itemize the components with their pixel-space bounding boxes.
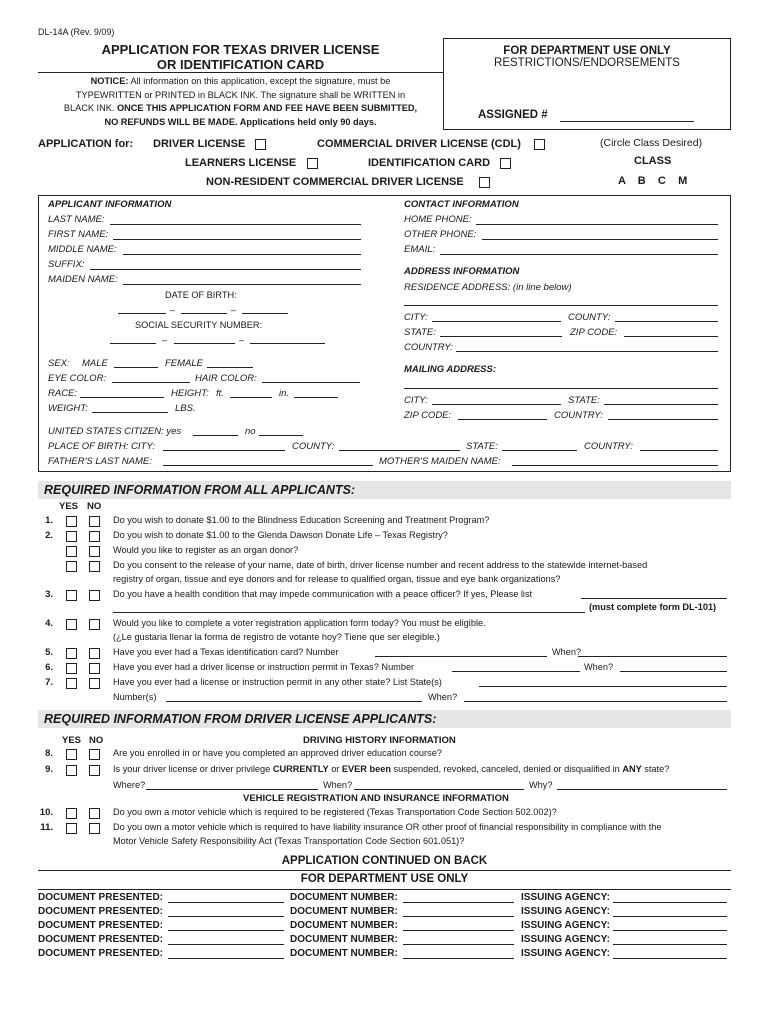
residence-address-label: RESIDENCE ADDRESS: (in line below) xyxy=(404,282,572,293)
mailing-zip-field[interactable] xyxy=(458,419,547,420)
document-number-field-4[interactable] xyxy=(403,944,514,945)
mailing-city-field[interactable] xyxy=(432,404,561,405)
residence-country-field[interactable] xyxy=(456,351,718,352)
q2-text: Do you wish to donate $1.00 to the Glenda Dawson Donate Life – Texas Registry? xyxy=(113,530,448,540)
contact-info-heading: CONTACT INFORMATION xyxy=(404,199,519,210)
ssn-part2-field[interactable] xyxy=(174,343,235,344)
other-phone-field[interactable] xyxy=(482,239,718,240)
ssn-part1-field[interactable] xyxy=(110,343,156,344)
mother-maiden-name-field[interactable] xyxy=(512,465,718,466)
birth-country-label: COUNTRY: xyxy=(584,441,633,452)
q1-number: 1. xyxy=(45,515,53,526)
issuing-agency-field-1[interactable] xyxy=(613,902,727,903)
email-field[interactable] xyxy=(440,254,718,255)
q9-number: 9. xyxy=(45,764,53,775)
driver-license-checkbox[interactable] xyxy=(255,139,266,150)
form-title-line1: APPLICATION FOR TEXAS DRIVER LICENSE xyxy=(101,42,380,57)
document-presented-label-4: DOCUMENT PRESENTED: xyxy=(38,934,164,945)
residence-zip-label: ZIP CODE: xyxy=(570,327,618,338)
health-condition-field[interactable] xyxy=(581,598,727,599)
identification-card-option: IDENTIFICATION CARD xyxy=(368,157,491,169)
circle-class-note: (Circle Class Desired) xyxy=(600,137,703,149)
issuing-agency-label-1: ISSUING AGENCY: xyxy=(521,892,610,903)
driver-license-option: DRIVER LICENSE xyxy=(153,138,246,150)
q7-when-field[interactable] xyxy=(464,701,727,702)
birth-state-label: STATE: xyxy=(466,441,498,452)
address-info-heading: ADDRESS INFORMATION xyxy=(404,266,520,277)
hair-color-field[interactable] xyxy=(262,382,360,383)
continued-on-back: APPLICATION CONTINUED ON BACK xyxy=(281,855,488,867)
q6-when-label: When? xyxy=(584,662,614,672)
home-phone-label: HOME PHONE: xyxy=(404,214,472,225)
q3-no-checkbox[interactable] xyxy=(89,590,100,601)
document-number-field-2[interactable] xyxy=(403,916,514,917)
sec2-yes-column-header: YES xyxy=(62,735,82,746)
race-label: RACE: xyxy=(48,388,78,399)
footer-department-use-heading: FOR DEPARTMENT USE ONLY xyxy=(300,873,469,885)
q6-when-field[interactable] xyxy=(620,671,727,672)
q9-why-label: Why? xyxy=(529,780,553,790)
q9-when-label: When? xyxy=(323,780,353,790)
q8-text: Are you enrolled in or have you completed an approved driver education course? xyxy=(113,748,442,758)
birth-county-field[interactable] xyxy=(339,450,460,451)
place-of-birth-city-label: PLACE OF BIRTH: CITY: xyxy=(48,441,155,452)
mailing-country-field[interactable] xyxy=(608,419,718,420)
father-last-name-label: FATHER'S LAST NAME: xyxy=(48,456,152,467)
q6-number-field[interactable] xyxy=(452,671,580,672)
issuing-agency-field-5[interactable] xyxy=(613,958,727,959)
q8-number: 8. xyxy=(45,748,53,759)
document-presented-field-2[interactable] xyxy=(168,916,284,917)
issuing-agency-label-4: ISSUING AGENCY: xyxy=(521,934,610,945)
cdl-checkbox[interactable] xyxy=(534,139,545,150)
q10-number: 10. xyxy=(39,807,53,818)
form-title-line2: OR IDENTIFICATION CARD xyxy=(156,57,325,72)
height-ft-field[interactable] xyxy=(230,397,272,398)
birth-city-field[interactable] xyxy=(163,450,285,451)
residence-city-field[interactable] xyxy=(432,321,561,322)
class-options[interactable]: A B C M xyxy=(618,175,688,187)
form-id: DL-14A (Rev. 9/09) xyxy=(38,27,115,37)
mailing-address-field[interactable] xyxy=(404,388,718,389)
q8-yes-checkbox[interactable] xyxy=(66,749,77,760)
q11-text-line2: Motor Vehicle Safety Responsibility Act (Texas Transportation Code Section 601.051)? xyxy=(113,836,465,846)
document-presented-field-3[interactable] xyxy=(168,930,284,931)
assigned-field[interactable] xyxy=(560,121,694,122)
health-condition-field-line2[interactable] xyxy=(113,612,585,613)
q4-text: Would you like to complete a voter registration application form today? You must be eligible. xyxy=(113,618,486,628)
q9-why-field[interactable] xyxy=(557,789,727,790)
birth-state-field[interactable] xyxy=(502,450,577,451)
q4-no-checkbox[interactable] xyxy=(89,619,100,630)
q9-where-field[interactable] xyxy=(146,789,318,790)
dob-month-field[interactable] xyxy=(118,313,166,314)
residence-county-label: COUNTY: xyxy=(568,312,611,323)
notice: NOTICE: All information on this application, except the signature, must be TYPEWRITTEN or PRINTED in BLACK INK. The signature shall be WRITTEN in BLACK INK. ONCE THIS APPLICATION FORM AND FEE HAVE BEEN SUBMITTED, NO REFUNDS WILL BE MADE. Applications held only 90 days. xyxy=(63,76,418,127)
issuing-agency-label-3: ISSUING AGENCY: xyxy=(521,920,610,931)
citizen-label: UNITED STATES CITIZEN: yes xyxy=(48,426,182,437)
q7-yes-checkbox[interactable] xyxy=(66,678,77,689)
q1-no-checkbox[interactable] xyxy=(89,516,100,527)
q11-no-checkbox[interactable] xyxy=(89,823,100,834)
non-resident-cdl-checkbox[interactable] xyxy=(479,177,490,188)
mailing-state-field[interactable] xyxy=(604,404,718,405)
q3-text: Do you have a health condition that may impede communication with a peace officer? If yes, Please list xyxy=(113,589,533,599)
document-number-field-1[interactable] xyxy=(403,902,514,903)
q2-number: 2. xyxy=(45,530,53,541)
q2-yes-checkbox[interactable] xyxy=(66,531,77,542)
q3-number: 3. xyxy=(45,589,53,600)
other-phone-label: OTHER PHONE: xyxy=(404,229,477,240)
q11-text-line1: Do you own a motor vehicle which is required to have liability insurance OR other proof of financial responsibility in compliance with the xyxy=(113,822,662,832)
q7-states-field[interactable] xyxy=(479,686,727,687)
document-number-field-5[interactable] xyxy=(403,958,514,959)
height-in-field[interactable] xyxy=(294,397,338,398)
first-name-field[interactable] xyxy=(113,239,361,240)
height-ft-label: ft. xyxy=(216,388,224,399)
q5-when-field[interactable] xyxy=(578,656,727,657)
mailing-zip-label: ZIP CODE: xyxy=(404,410,452,421)
suffix-field[interactable] xyxy=(90,269,361,270)
vehicle-registration-heading: VEHICLE REGISTRATION AND INSURANCE INFORMATION xyxy=(243,793,509,804)
learners-license-option: LEARNERS LICENSE xyxy=(185,157,297,169)
issuing-agency-field-2[interactable] xyxy=(613,916,727,917)
driver-license-section-heading: REQUIRED INFORMATION FROM DRIVER LICENSE APPLICANTS: xyxy=(38,710,731,728)
weight-field[interactable] xyxy=(92,412,168,413)
document-number-label-1: DOCUMENT NUMBER: xyxy=(290,892,398,903)
identification-card-checkbox[interactable] xyxy=(500,158,511,169)
residence-county-field[interactable] xyxy=(615,321,718,322)
q6-yes-checkbox[interactable] xyxy=(66,663,77,674)
q7-no-checkbox[interactable] xyxy=(89,678,100,689)
q3-yes-checkbox[interactable] xyxy=(66,590,77,601)
mother-maiden-name-label: MOTHER'S MAIDEN NAME: xyxy=(379,456,501,467)
suffix-label: SUFFIX: xyxy=(48,259,85,270)
maiden-name-label: MAIDEN NAME: xyxy=(48,274,118,285)
document-number-label-5: DOCUMENT NUMBER: xyxy=(290,948,398,959)
applicant-info-heading: APPLICANT INFORMATION xyxy=(48,199,172,210)
issuing-agency-field-4[interactable] xyxy=(613,944,727,945)
q7-number: 7. xyxy=(45,677,53,688)
assigned-label: ASSIGNED # xyxy=(478,109,548,121)
issuing-agency-label-5: ISSUING AGENCY: xyxy=(521,948,610,959)
mailing-country-label: COUNTRY: xyxy=(554,410,603,421)
dob-year-field[interactable] xyxy=(242,313,288,314)
q5-number: 5. xyxy=(45,647,53,658)
height-label: HEIGHT: xyxy=(171,388,209,399)
organ-donor-text: Would you like to register as an organ donor? xyxy=(113,545,299,555)
q9-text: Is your driver license or driver privilege CURRENTLY or EVER been suspended, revoked, canceled, denied or disqualified in ANY state? xyxy=(113,764,670,774)
citizen-yes-field[interactable] xyxy=(193,435,238,436)
application-for-label: APPLICATION for: xyxy=(38,138,134,150)
document-number-label-3: DOCUMENT NUMBER: xyxy=(290,920,398,931)
registry-consent-text-line2: registry of organ, tissue and eye donors and for release to qualified organ, tissue and eye bank organizations? xyxy=(113,574,561,584)
q11-number: 11. xyxy=(40,822,53,833)
q10-no-checkbox[interactable] xyxy=(89,808,100,819)
q4-spanish-text: (¿Le gustaria llenar la forma de registro de votante hoy? Tiene que ser elegible.) xyxy=(113,632,440,642)
issuing-agency-label-2: ISSUING AGENCY: xyxy=(521,906,610,917)
mailing-state-label: STATE: xyxy=(568,395,600,406)
residence-city-label: CITY: xyxy=(404,312,428,323)
document-presented-label-5: DOCUMENT PRESENTED: xyxy=(38,948,164,959)
ssn-part3-field[interactable] xyxy=(250,343,325,344)
non-resident-cdl-option: NON-RESIDENT COMMERCIAL DRIVER LICENSE xyxy=(206,176,464,188)
cdl-option: COMMERCIAL DRIVER LICENSE (CDL) xyxy=(317,138,521,150)
email-label: EMAIL: xyxy=(404,244,436,255)
q5-no-checkbox[interactable] xyxy=(89,648,100,659)
q4-yes-checkbox[interactable] xyxy=(66,619,77,630)
citizen-no-label: no xyxy=(245,426,256,437)
eye-color-label: EYE COLOR: xyxy=(48,373,107,384)
document-number-label-2: DOCUMENT NUMBER: xyxy=(290,906,398,917)
document-presented-field-5[interactable] xyxy=(168,958,284,959)
document-number-field-3[interactable] xyxy=(403,930,514,931)
q7-when-label: When? xyxy=(428,692,458,702)
father-last-name-field[interactable] xyxy=(163,465,373,466)
residence-country-label: COUNTRY: xyxy=(404,342,453,353)
q7-numbers-label: Number(s) xyxy=(113,692,157,702)
mailing-address-heading: MAILING ADDRESS: xyxy=(404,364,497,375)
middle-name-field[interactable] xyxy=(123,254,361,255)
registry-consent-yes-checkbox[interactable] xyxy=(66,561,77,572)
lbs-label: LBS. xyxy=(175,403,196,414)
dob-label: DATE OF BIRTH: xyxy=(165,290,237,300)
q1-text: Do you wish to donate $1.00 to the Blindness Education Screening and Treatment Program? xyxy=(113,515,490,525)
registry-consent-text-line1: Do you consent to the release of your name, date of birth, driver license number and recent address to the statewide internet-based xyxy=(113,560,648,570)
q9-yes-checkbox[interactable] xyxy=(66,765,77,776)
male-field[interactable] xyxy=(114,367,158,368)
last-name-label: LAST NAME: xyxy=(48,214,105,225)
all-applicants-section-heading: REQUIRED INFORMATION FROM ALL APPLICANTS: xyxy=(38,481,731,499)
residence-state-label: STATE: xyxy=(404,327,436,338)
registry-consent-no-checkbox[interactable] xyxy=(89,561,100,572)
q5-text: Have you ever had a Texas identification card? Number xyxy=(113,647,339,657)
dl101-note: (must complete form DL-101) xyxy=(589,602,717,612)
document-presented-label-1: DOCUMENT PRESENTED: xyxy=(38,892,164,903)
race-field[interactable] xyxy=(80,397,164,398)
q10-text: Do you own a motor vehicle which is required to be registered (Texas Transportation Code Section 502.002)? xyxy=(113,807,557,817)
yes-column-header: YES xyxy=(59,501,79,512)
eye-color-field[interactable] xyxy=(112,382,190,383)
q4-number: 4. xyxy=(45,618,53,629)
q9-no-checkbox[interactable] xyxy=(89,765,100,776)
residence-address-field[interactable] xyxy=(404,305,718,306)
document-presented-label-2: DOCUMENT PRESENTED: xyxy=(38,906,164,917)
middle-name-label: MIDDLE NAME: xyxy=(48,244,117,255)
residence-state-field[interactable] xyxy=(440,336,562,337)
last-name-field[interactable] xyxy=(110,224,361,225)
q1-yes-checkbox[interactable] xyxy=(66,516,77,527)
weight-label: WEIGHT: xyxy=(48,403,88,414)
sec2-no-column-header: NO xyxy=(89,735,104,746)
q6-number: 6. xyxy=(45,662,53,673)
class-label: CLASS xyxy=(634,155,672,167)
mailing-city-label: CITY: xyxy=(404,395,428,406)
birth-county-label: COUNTY: xyxy=(292,441,335,452)
female-field[interactable] xyxy=(207,367,253,368)
document-number-label-4: DOCUMENT NUMBER: xyxy=(290,934,398,945)
department-use-box: FOR DEPARTMENT USE ONLY RESTRICTIONS/ENDORSEMENTS ASSIGNED # xyxy=(443,38,731,130)
female-label: FEMALE xyxy=(165,358,204,369)
height-in-label: in. xyxy=(279,388,290,399)
issuing-agency-field-3[interactable] xyxy=(613,930,727,931)
q5-when-label: When? xyxy=(552,647,582,657)
q2-no-checkbox[interactable] xyxy=(89,531,100,542)
dob-day-field[interactable] xyxy=(181,313,227,314)
organ-donor-yes-checkbox[interactable] xyxy=(66,546,77,557)
no-column-header: NO xyxy=(87,501,102,512)
q9-when-field[interactable] xyxy=(354,789,524,790)
document-presented-label-3: DOCUMENT PRESENTED: xyxy=(38,920,164,931)
q8-no-checkbox[interactable] xyxy=(89,749,100,760)
q9-where-label: Where? xyxy=(113,780,146,790)
sex-label: SEX: xyxy=(48,358,70,369)
birth-country-field[interactable] xyxy=(640,450,718,451)
q7-text: Have you ever had a license or instruction permit in any other state? List State(s) xyxy=(113,677,442,687)
ssn-label: SOCIAL SECURITY NUMBER: xyxy=(135,320,263,330)
document-presented-field-4[interactable] xyxy=(168,944,284,945)
q11-yes-checkbox[interactable] xyxy=(66,823,77,834)
male-label: MALE xyxy=(82,358,108,369)
citizen-no-field[interactable] xyxy=(259,435,303,436)
organ-donor-no-checkbox[interactable] xyxy=(89,546,100,557)
q5-number-field[interactable] xyxy=(375,656,547,657)
maiden-name-field[interactable] xyxy=(123,284,361,285)
driving-history-heading: DRIVING HISTORY INFORMATION xyxy=(303,735,456,746)
q6-text: Have you ever had a driver license or instruction permit in Texas? Number xyxy=(113,662,415,672)
hair-color-label: HAIR COLOR: xyxy=(195,373,257,384)
learners-license-checkbox[interactable] xyxy=(307,158,318,169)
q10-yes-checkbox[interactable] xyxy=(66,808,77,819)
document-presented-field-1[interactable] xyxy=(168,902,284,903)
residence-zip-field[interactable] xyxy=(624,336,718,337)
q7-numbers-field[interactable] xyxy=(166,701,422,702)
first-name-label: FIRST NAME: xyxy=(48,229,109,240)
q6-no-checkbox[interactable] xyxy=(89,663,100,674)
q5-yes-checkbox[interactable] xyxy=(66,648,77,659)
home-phone-field[interactable] xyxy=(476,224,718,225)
